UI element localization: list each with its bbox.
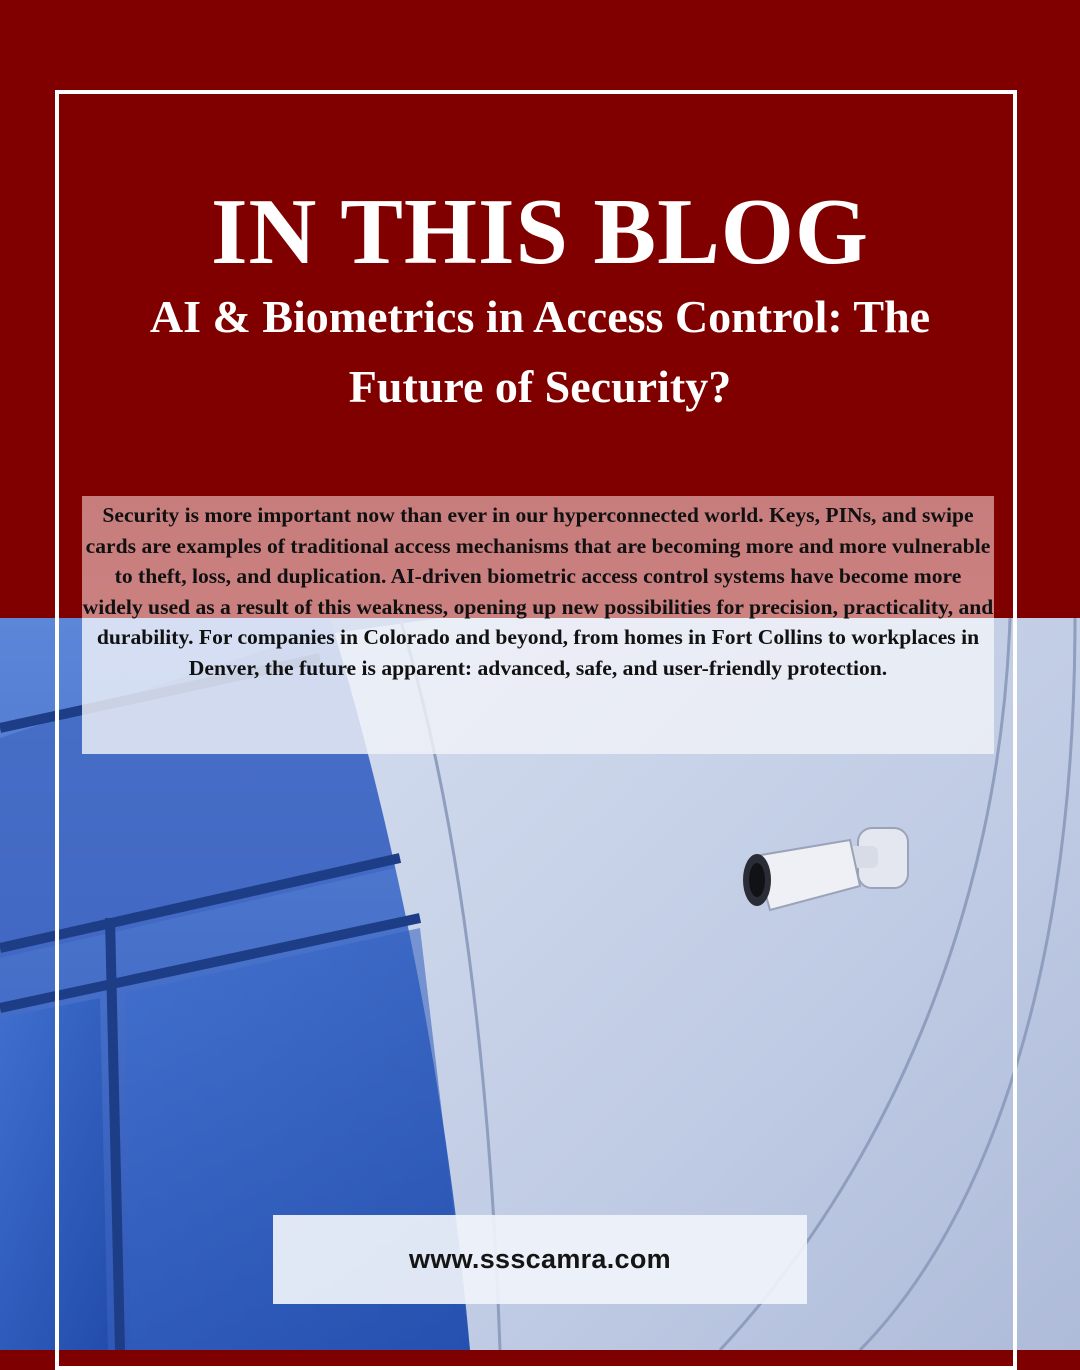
blog-heading: IN THIS BLOG — [210, 179, 870, 284]
website-box[interactable] — [273, 1215, 807, 1304]
intro-text-box — [82, 496, 994, 754]
website-link[interactable]: www.ssscamra.com — [409, 1244, 671, 1274]
blog-title: AI & Biometrics in Access Control: The Future of Security? — [149, 291, 931, 412]
intro-paragraph: Security is more important now than ever in our hyperconnected world. Keys, PINs, and swipe cards are examples of traditional access mechanisms that are becoming more and more vulnerable to theft, loss, and duplication. AI-driven biometric access control systems have become more widely used as a result of this weakness, opening up new possibilities for precision, practicality, and durability. For companies in Colorado and beyond, from homes in Fort Collins to workplaces in Denver, the future is apparent: advanced, safe, and user-friendly protection. — [82, 503, 994, 680]
